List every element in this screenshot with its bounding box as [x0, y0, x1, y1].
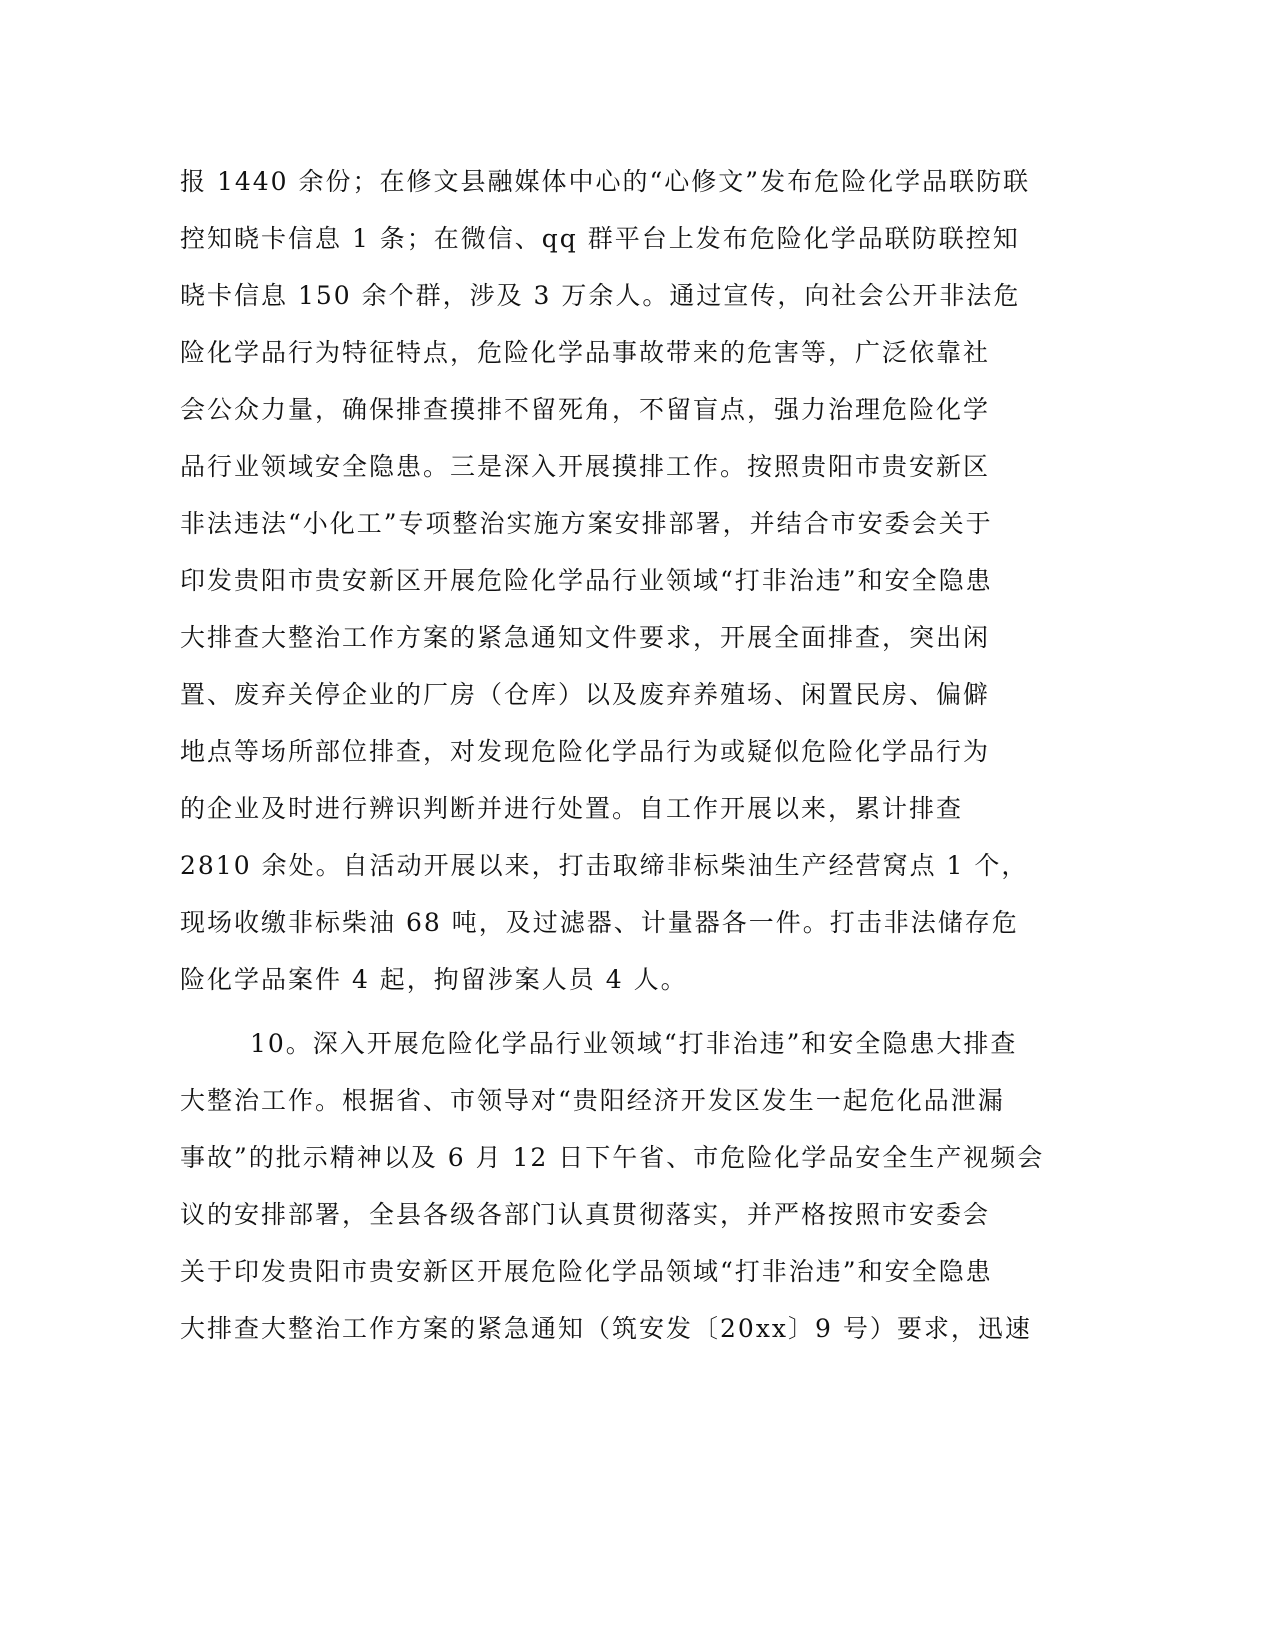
text-line: 地点等场所部位排查，对发现危险化学品行为或疑似危险化学品行为: [180, 737, 991, 766]
text-line: 2810 余处。自活动开展以来，打击取缔非标柴油生产经营窝点 1 个，: [180, 851, 1029, 880]
text-line: 大排查大整治工作方案的紧急通知文件要求，开展全面排查，突出闲: [180, 623, 991, 652]
text-line: 险化学品行为特征特点，危险化学品事故带来的危害等，广泛依靠社: [180, 338, 991, 367]
text-line: 晓卡信息 150 余个群，涉及 3 万余人。通过宣传，向社会公开非法危: [180, 281, 1021, 310]
text-line: 印发贵阳市贵安新区开展危险化学品行业领域“打非治违”和安全隐患: [180, 566, 993, 595]
text-line: 关于印发贵阳市贵安新区开展危险化学品领域“打非治违”和安全隐患: [180, 1257, 993, 1286]
text-line: 会公众力量，确保排查摸排不留死角，不留盲点，强力治理危险化学: [180, 395, 991, 424]
text-line: 大整治工作。根据省、市领导对“贵阳经济开发区发生一起危化品泄漏: [180, 1086, 1005, 1115]
text-line: 控知晓卡信息 1 条；在微信、qq 群平台上发布危险化学品联防联控知: [180, 224, 1020, 253]
text-line: 品行业领域安全隐患。三是深入开展摸排工作。按照贵阳市贵安新区: [180, 452, 991, 481]
text-line: 现场收缴非标柴油 68 吨，及过滤器、计量器各一件。打击非法储存危: [180, 908, 1019, 937]
text-line: 大排查大整治工作方案的紧急通知（筑安发〔20xx〕9 号）要求，迅速: [180, 1314, 1032, 1343]
text-line: 事故”的批示精神以及 6 月 12 日下午省、市危险化学品安全生产视频会: [180, 1143, 1045, 1172]
text-line: 非法违法“小化工”专项整治实施方案安排部署，并结合市安委会关于: [180, 509, 993, 538]
text-line: 报 1440 余份；在修文县融媒体中心的“心修文”发布危险化学品联防联: [180, 167, 1031, 196]
text-line: 险化学品案件 4 起，拘留涉案人员 4 人。: [180, 965, 688, 994]
text-line: 的企业及时进行辨识判断并进行处置。自工作开展以来，累计排查: [180, 794, 964, 823]
text-line: 议的安排部署，全县各级各部门认真贯彻落实，并严格按照市安委会: [180, 1200, 991, 1229]
text-line: 置、废弃关停企业的厂房（仓库）以及废弃养殖场、闲置民房、偏僻: [180, 680, 991, 709]
text-line: 10。深入开展危险化学品行业领域“打非治违”和安全隐患大排查: [250, 1029, 1018, 1058]
